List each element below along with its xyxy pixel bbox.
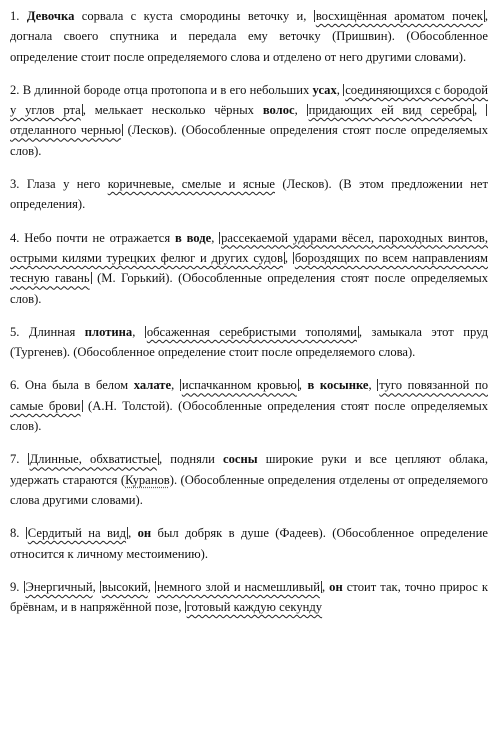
text-run: 3. Глаза у него	[10, 177, 108, 192]
text-run: широкие руки и все цепляют облака, удержать стараются (	[10, 452, 488, 487]
text-run: ,	[298, 378, 308, 393]
text-run: (А.Н. Толстой). (Обособленные определения стоят после определяемых слов).	[10, 398, 488, 434]
text-run: (М. Горький). (Обособленные определения стоят после определяемых слов).	[10, 271, 489, 306]
text-run: был добряк в душе (Фадеев). (Обособленное определение относится к личному местоимению).	[10, 526, 488, 561]
text-run: сорвала с куста смородины веточку и,	[74, 9, 314, 23]
participial-phrase: восхищённая ароматом почек	[315, 9, 483, 23]
text-run: ,	[92, 579, 100, 594]
paragraph-7	[10, 449, 488, 510]
text-run: 6. Она была в белом	[10, 378, 134, 393]
text-run: ,	[321, 579, 330, 594]
spellcheck-word: Куранов	[125, 472, 170, 487]
text-run: , подняли	[158, 452, 224, 467]
defined-word: он	[137, 526, 152, 541]
text-run: 7.	[10, 452, 28, 467]
text-run: ). (Обособленные определения отделены от определяемого слова другими словами).	[10, 472, 488, 507]
participial-phrase: немного злой и насмешливый	[156, 579, 320, 594]
text-run: 8.	[10, 526, 26, 541]
defined-word: Девочка	[26, 9, 75, 23]
participial-phrase: бороздящих по всем направлениям тесную гавань	[10, 250, 489, 286]
text-run: стоит так, точно прирос к брёвнам, и в напряжённой позе,	[10, 579, 489, 615]
participial-phrase: туго повязанной по самые брови	[10, 378, 488, 413]
paragraph-2	[10, 80, 488, 161]
document-page	[10, 0, 488, 630]
text-run: ,	[211, 230, 220, 245]
participial-phrase: обсаженная серебристыми тополями	[146, 324, 357, 339]
text-run: ,	[336, 82, 344, 97]
defined-word: халате	[133, 378, 172, 393]
defined-word: в воде	[174, 230, 212, 245]
participial-phrase: придающих ей вид серебра	[308, 103, 473, 118]
text-run: ,	[171, 378, 180, 393]
defined-word: волос	[262, 103, 295, 118]
participial-phrase: испачканном кровью	[181, 378, 297, 393]
text-run: ,	[128, 526, 138, 541]
text-run: , догнала своего спутника и передала ему веточку (Пришвин). (Обособленное определение стоит после определяемого слова и отделено от него другими словами).	[10, 9, 488, 64]
text-run: , замыкала этот пруд (Тургенев). (Обособленное определение стоит после определяемого слова).	[10, 324, 489, 360]
defined-word: он	[329, 579, 343, 594]
defined-word: в косынке	[307, 378, 369, 393]
text-run: 1.	[10, 9, 27, 23]
paragraph-1	[10, 0, 488, 67]
text-run: 5. Длинная	[10, 324, 85, 339]
defined-word: усах	[312, 82, 337, 97]
participial-phrase: отделанного чернью	[10, 103, 488, 137]
paragraph-9	[10, 577, 488, 618]
text-run: 4. Небо почти не отражается	[10, 230, 175, 245]
text-run: ,	[132, 324, 145, 339]
text-run: ,	[474, 103, 487, 118]
text-run: 2. В длинной бороде отца протопопа и в его небольших	[10, 82, 313, 97]
participial-phrase: высокий	[101, 579, 148, 594]
text-run: ,	[147, 579, 155, 594]
paragraph-6	[10, 375, 488, 436]
text-run: (Лесков). (Обособленные определения стоят после определяемых слов).	[10, 123, 488, 158]
participial-phrase: Сердитый на вид	[27, 526, 127, 541]
text-run: 9.	[10, 579, 24, 594]
paragraph-3	[10, 174, 488, 215]
paragraph-5	[10, 322, 488, 363]
participial-phrase: коричневые, смелые и ясные	[107, 177, 275, 192]
text-run: , мелькает несколько чёрных	[82, 103, 263, 118]
participial-phrase: рассекаемой ударами вёсел, пароходных винтов, острыми килями турецких фелюг и других судов	[10, 230, 489, 265]
text-run: ,	[368, 378, 378, 393]
text-run: (Лесков). (В этом предложении нет определения).	[10, 177, 489, 212]
participial-phrase: соединяющихся с бородой у углов рта	[10, 82, 489, 118]
paragraph-8	[10, 523, 488, 564]
defined-word: сосны	[223, 452, 258, 467]
defined-word: плотина	[84, 324, 133, 339]
participial-phrase: Длинные, обхватистые	[29, 452, 157, 467]
participial-phrase: готовый каждую секунду	[186, 600, 323, 615]
paragraph-4	[10, 228, 488, 309]
text-run: ,	[294, 103, 307, 118]
text-run: ,	[284, 250, 293, 265]
participial-phrase: Энергичный	[25, 579, 93, 594]
